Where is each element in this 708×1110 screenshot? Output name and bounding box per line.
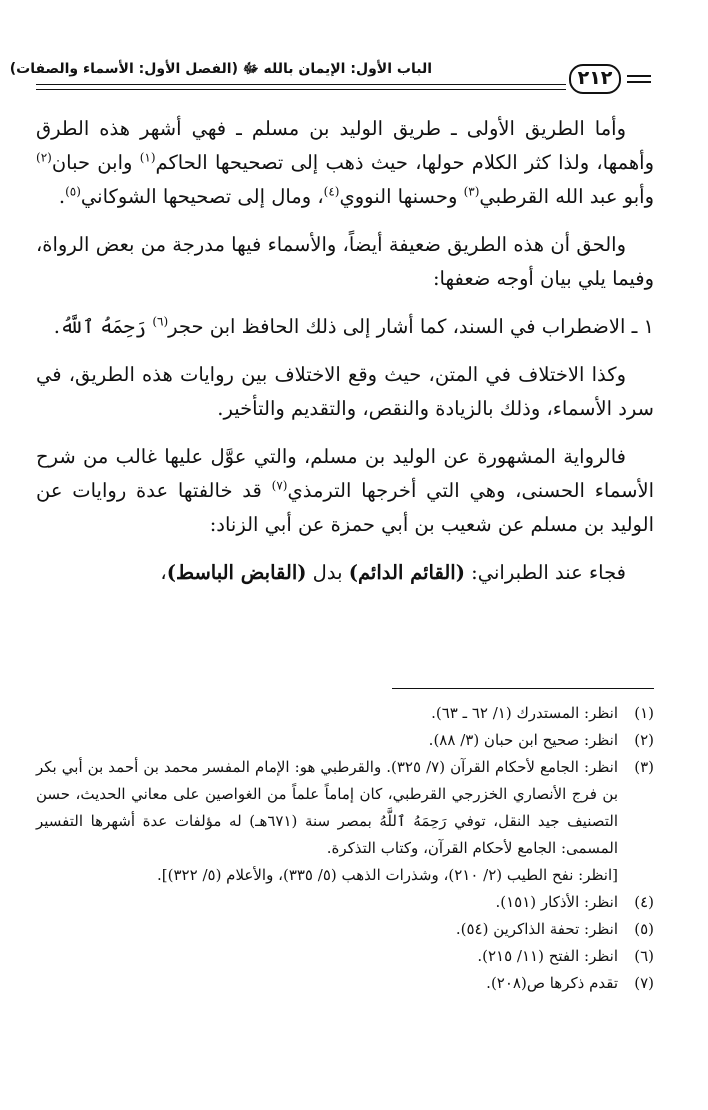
paragraph-6	[36, 556, 654, 590]
footnote-number: (٧)	[634, 974, 654, 992]
footnote-number: (٢)	[634, 731, 654, 749]
page-number: ٢١٢	[569, 64, 621, 94]
footnote-text: انظر: صحيح ابن حبان (٣/ ٨٨).	[428, 731, 618, 749]
footnote	[36, 754, 654, 862]
footnote-text: انظر: الفتح (١١/ ٢١٥).	[477, 947, 618, 965]
text-run: ، ومال إلى تصحيحها الشوكاني	[80, 185, 324, 208]
text-run: ،	[160, 561, 167, 584]
footnote-ref[interactable]: (٤)	[323, 184, 340, 199]
text-run: وابن حبان	[51, 151, 140, 174]
text-run: قد خالفتها عدة روايات عن الوليد بن مسلم عن شعيب بن أبي حمزة عن أبي الزناد:	[36, 479, 654, 536]
text-run: وأما الطريق الأولى ـ طريق الوليد بن مسلم ـ فهي أشهر هذه الطرق وأهمها، ولذا كثر الكلام حولها، حيث ذهب إلى تصحيحها الحاكم	[36, 117, 655, 174]
footnote-ref[interactable]: (٢)	[36, 150, 52, 165]
footnote-ref[interactable]: (١)	[139, 150, 156, 165]
footnote-ref[interactable]: (٦)	[152, 314, 169, 329]
text-run: رَحِمَهُ ٱللَّهُ.	[53, 315, 153, 338]
text-run: .	[58, 185, 66, 208]
highlighted-names: (القائم الدائم)	[348, 561, 465, 584]
footnote-number: (٣)	[634, 758, 654, 776]
paragraph-5	[36, 440, 654, 542]
footnote-number: (١)	[634, 704, 654, 722]
running-title: الباب الأول: الإيمان بالله ﷻ (الفصل الأول: الأسماء والصفات)	[9, 61, 432, 77]
highlighted-names: (القابض الباسط)	[166, 561, 307, 584]
footnote	[36, 970, 654, 997]
footnote-text: [انظر: نفح الطيب (٢/ ٢١٠)، وشذرات الذهب (٥/ ٣٣٥)، والأعلام (٥/ ٣٢٢)].	[157, 866, 618, 884]
paragraph-4: وكذا الاختلاف في المتن، حيث وقع الاختلاف بين روايات هذه الطريق، في سرد الأسماء، وذلك بالزيادة والنقص، والتقديم والتأخير.	[36, 363, 654, 420]
text-run: وأبو عبد الله القرطبي	[479, 185, 654, 208]
page-number-dash	[627, 75, 651, 77]
footnote-text: انظر: الجامع لأحكام القرآن (٧/ ٣٢٥). والقرطبي هو: الإمام المفسر محمد بن أحمد بن أبي بكر بن فرج الأنصاري الخزرجي القرطبي، كان إماماً علماً من الغواصين على معاني الحديث، حسن التصنيف جيد النقل، توفي رَحِمَهُ ٱللَّهُ بمصر سنة (٦٧١هـ) له مؤلفات عدة أشهرها التفسير المسمى: الجامع لأحكام القرآن، وكتاب التذكرة.	[36, 758, 618, 857]
footnote-ref[interactable]: (٥)	[65, 184, 81, 199]
footnote-text: انظر: المستدرك (١/ ٦٢ ـ ٦٣).	[431, 704, 618, 722]
paragraph-3	[36, 310, 654, 344]
text-run: ١ ـ الاضطراب في السند، كما أشار إلى ذلك الحافظ ابن حجر	[168, 315, 654, 338]
footnote-ref[interactable]: (٣)	[463, 184, 480, 199]
header-rule	[36, 89, 566, 90]
paragraph-2: والحق أن هذه الطريق ضعيفة أيضاً، والأسماء فيها مدرجة من بعض الرواة، وفيما يلي بيان أوجه ضعفها:	[36, 233, 654, 290]
footnote-separator	[392, 688, 654, 689]
main-text	[36, 112, 654, 604]
footnote-number	[618, 862, 654, 889]
text-run: بدل	[306, 561, 349, 584]
footnote	[36, 889, 654, 916]
paragraph-1	[36, 112, 654, 214]
footnote	[36, 700, 654, 727]
footnote-number: (٥)	[634, 920, 654, 938]
footnotes	[36, 700, 654, 997]
text-run: وحسنها النووي	[339, 185, 464, 208]
footnote-ref[interactable]: (٧)	[271, 478, 288, 493]
page-number-dash	[627, 81, 651, 83]
footnote	[36, 862, 654, 889]
footnote-number: (٦)	[634, 947, 654, 965]
footnote	[36, 916, 654, 943]
footnote	[36, 943, 654, 970]
footnote-text: انظر: تحفة الذاكرين (٥٤).	[455, 920, 618, 938]
text-run: فجاء عند الطبراني:	[464, 561, 626, 584]
text-run: فالرواية المشهورة عن الوليد بن مسلم، والتي عوَّل عليها غالب من شرح الأسماء الحسنى، وهي التي أخرجها الترمذي	[36, 445, 654, 502]
footnote	[36, 727, 654, 754]
footnote-text: انظر: الأذكار (١٥١).	[495, 893, 618, 911]
footnote-number: (٤)	[634, 893, 654, 911]
footnote-text: تقدم ذكرها ص(٢٠٨).	[486, 974, 618, 992]
header-rule	[36, 84, 566, 85]
